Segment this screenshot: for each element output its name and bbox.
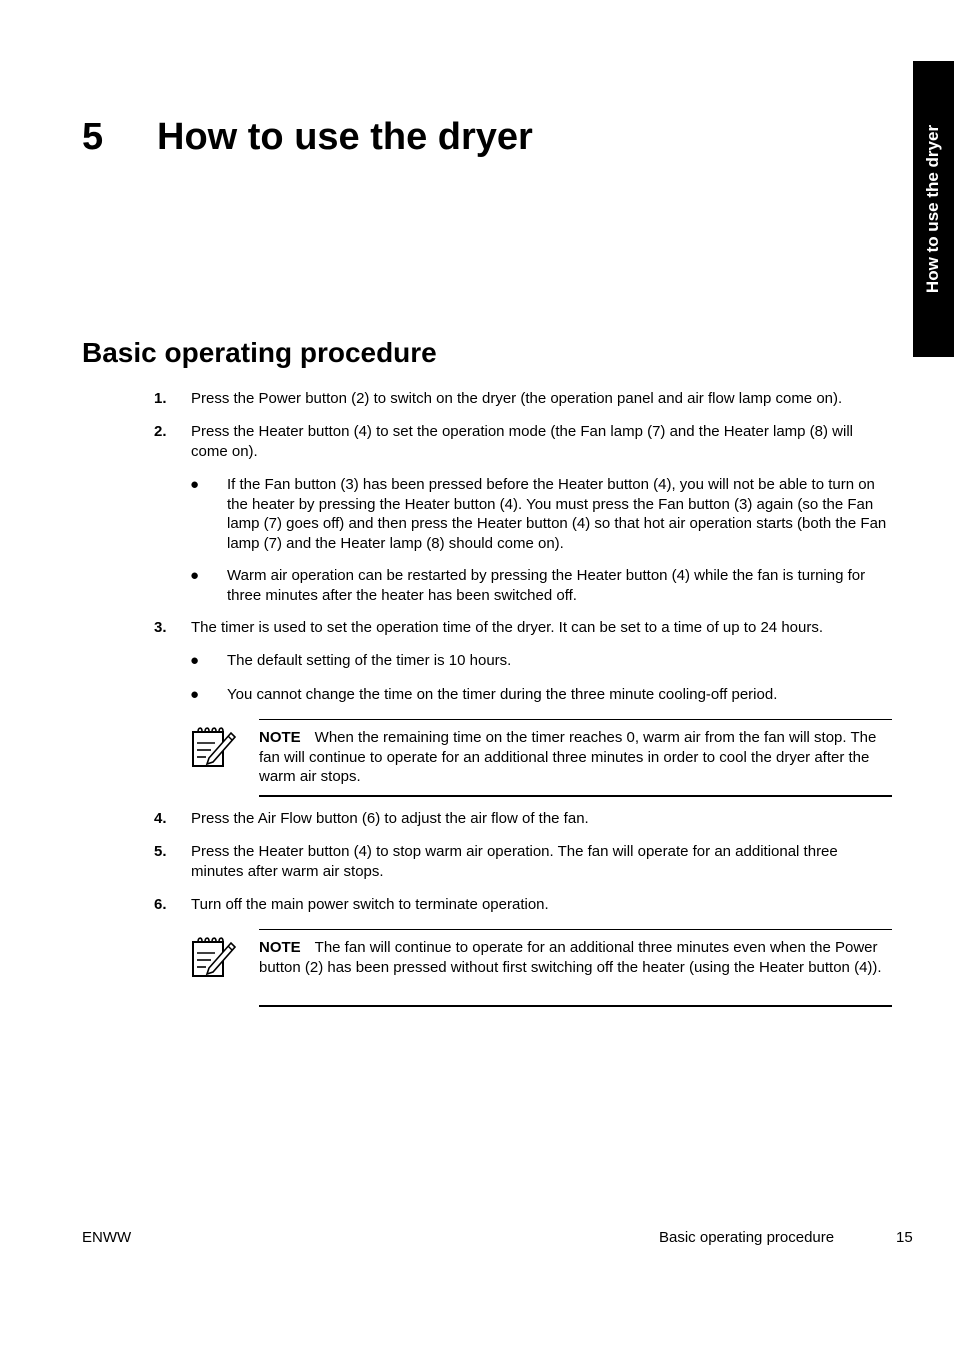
note-box bbox=[188, 929, 892, 1007]
bullet-icon: ● bbox=[190, 567, 200, 584]
bullet-icon: ● bbox=[190, 652, 200, 669]
note-body: The fan will continue to operate for an additional three minutes even when the Power button (2) has been pressed without first switching off the heater (using the Heater button (4)). bbox=[259, 939, 882, 976]
step-number: 4. bbox=[154, 810, 167, 827]
step-number: 5. bbox=[154, 843, 167, 860]
chapter-title: How to use the dryer bbox=[157, 116, 533, 158]
chapter-side-tab bbox=[913, 61, 954, 357]
note-top-rule bbox=[259, 719, 892, 720]
step-number: 3. bbox=[154, 619, 167, 636]
footer-section-title: Basic operating procedure bbox=[659, 1229, 835, 1246]
bullet-text: The default setting of the timer is 10 hours. bbox=[227, 652, 512, 669]
bullet-icon: ● bbox=[190, 476, 200, 493]
note-top-rule bbox=[259, 929, 892, 930]
page-number: 15 bbox=[896, 1229, 913, 1246]
section-heading: Basic operating procedure bbox=[82, 337, 437, 368]
step-text: The timer is used to set the operation time of the dryer. It can be set to a time of up to 24 hours. bbox=[191, 619, 824, 636]
note-bottom-rule bbox=[259, 795, 892, 797]
note-pad-icon bbox=[190, 725, 236, 769]
step-text: Press the Heater button (4) to set the operation mode (the Fan lamp (7) and the Heater lamp (8) will come on). bbox=[191, 423, 853, 460]
bullet-icon: ● bbox=[190, 686, 200, 703]
step-text: Press the Heater button (4) to stop warm air operation. The fan will operate for an additional three minutes after warm air stops. bbox=[191, 843, 838, 880]
note-text bbox=[259, 938, 892, 977]
step-number: 2. bbox=[154, 423, 167, 440]
step-number: 1. bbox=[154, 390, 167, 407]
bullet-text: Warm air operation can be restarted by pressing the Heater button (4) while the fan is turning for three minutes after the heater has been switched off. bbox=[227, 567, 866, 604]
step-text: Turn off the main power switch to terminate operation. bbox=[191, 896, 549, 913]
side-tab-label: How to use the dryer bbox=[923, 124, 942, 294]
note-label: NOTE bbox=[259, 729, 301, 746]
step-text: Press the Power button (2) to switch on the dryer (the operation panel and air flow lamp come on). bbox=[191, 390, 843, 407]
note-pad-icon bbox=[190, 935, 236, 979]
step-text: Press the Air Flow button (6) to adjust the air flow of the fan. bbox=[191, 810, 589, 827]
step-number: 6. bbox=[154, 896, 167, 913]
note-label: NOTE bbox=[259, 939, 301, 956]
chapter-number: 5 bbox=[82, 116, 104, 158]
note-bottom-rule bbox=[259, 1005, 892, 1007]
bullet-text: If the Fan button (3) has been pressed before the Heater button (4), you will not be able to turn on the heater by pressing the Heater button (4). You must press the Fan button (3) again (so the Fan lamp (7) goes off) and then press the Heater button (4) so that hot air operation starts (both the Fan lamp (7) and the Heater lamp (8) should come on). bbox=[227, 476, 887, 552]
bullet-text: You cannot change the time on the timer during the three minute cooling-off period. bbox=[227, 686, 778, 703]
note-body: When the remaining time on the timer reaches 0, warm air from the fan will stop. The fan will continue to operate for an additional three minutes in order to cool the dryer after the warm air stops. bbox=[259, 729, 877, 785]
note-text bbox=[259, 728, 892, 787]
footer-left-label: ENWW bbox=[82, 1229, 132, 1246]
note-box bbox=[188, 719, 892, 797]
